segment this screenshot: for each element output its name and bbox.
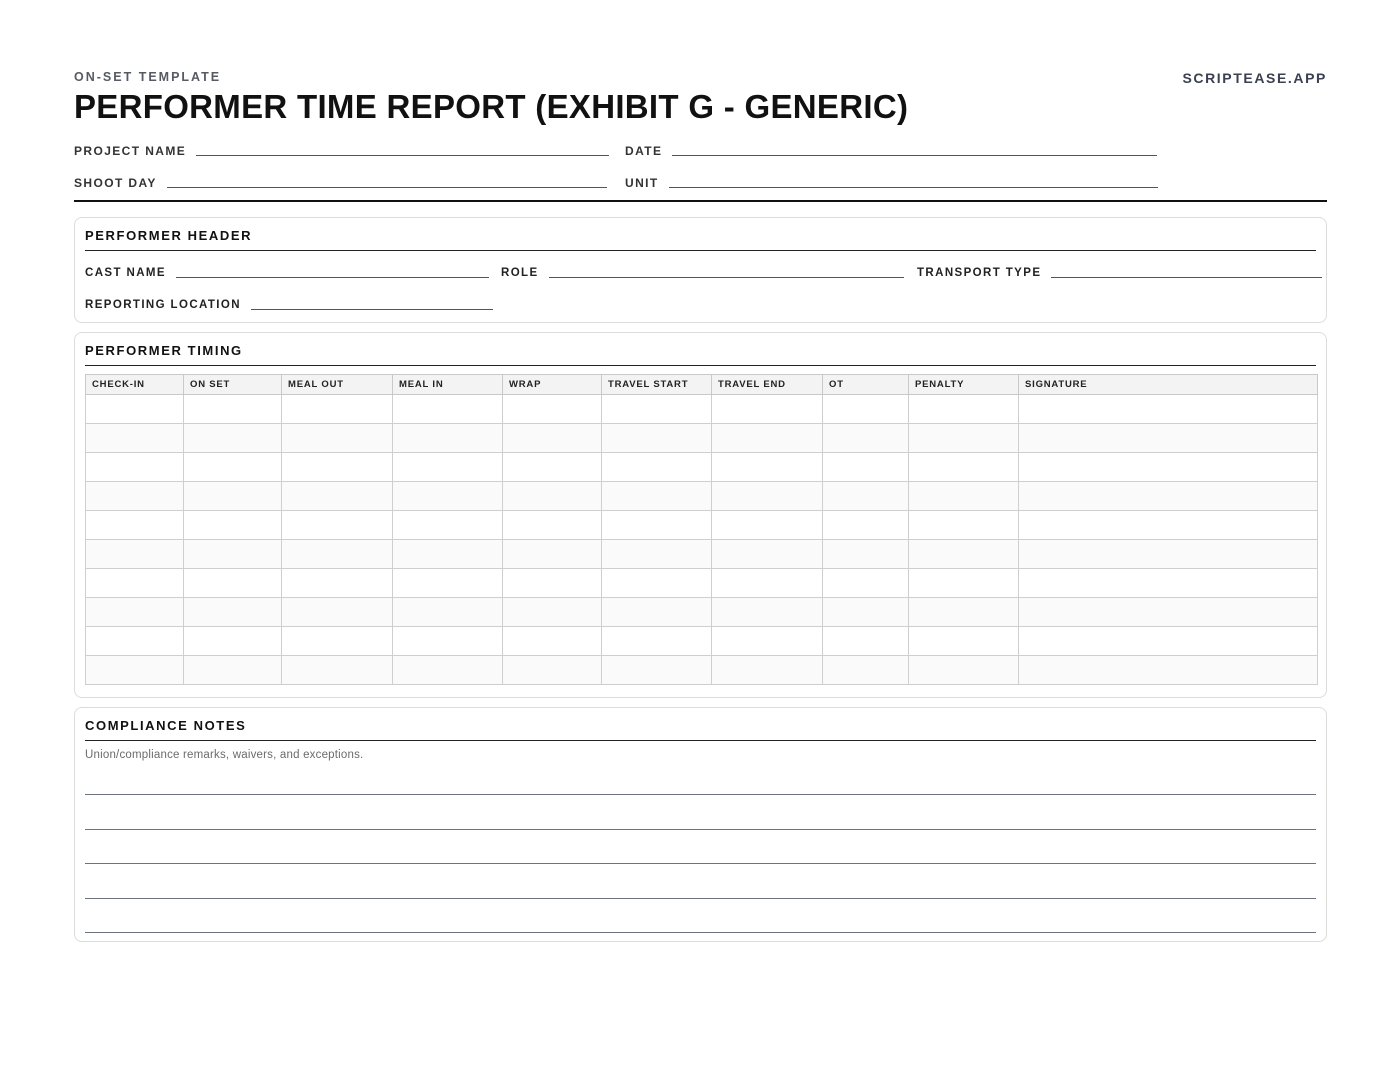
performer-timing-card (74, 332, 1327, 698)
table-cell[interactable] (823, 627, 909, 656)
column-header-meal-out: MEAL OUT (282, 375, 393, 395)
table-row (86, 453, 1318, 482)
table-row (86, 540, 1318, 569)
transport-type-input[interactable] (1051, 277, 1322, 278)
template-eyebrow: ON-SET TEMPLATE (74, 70, 222, 84)
date-input[interactable] (672, 155, 1157, 156)
cast-name-input[interactable] (176, 277, 489, 278)
date-label: DATE (625, 144, 663, 158)
table-cell[interactable] (184, 453, 282, 482)
table-cell[interactable] (602, 656, 712, 685)
table-cell[interactable] (86, 511, 184, 540)
table-cell[interactable] (1019, 569, 1318, 598)
table-cell[interactable] (503, 540, 602, 569)
table-row (86, 598, 1318, 627)
table-cell[interactable] (602, 482, 712, 511)
table-cell[interactable] (282, 511, 393, 540)
performer-header-title: PERFORMER HEADER (85, 228, 1316, 251)
table-cell[interactable] (1019, 656, 1318, 685)
table-cell[interactable] (393, 482, 503, 511)
table-cell[interactable] (184, 598, 282, 627)
table-cell[interactable] (393, 511, 503, 540)
table-cell[interactable] (909, 598, 1019, 627)
table-cell[interactable] (393, 453, 503, 482)
table-cell[interactable] (282, 656, 393, 685)
table-cell[interactable] (1019, 453, 1318, 482)
table-row (86, 395, 1318, 424)
shoot-day-label: SHOOT DAY (74, 176, 157, 190)
table-cell[interactable] (503, 598, 602, 627)
table-cell[interactable] (86, 453, 184, 482)
date-field (625, 144, 1157, 158)
compliance-notes-card (74, 707, 1327, 942)
table-cell[interactable] (86, 395, 184, 424)
table-row (86, 627, 1318, 656)
table-cell[interactable] (712, 424, 823, 453)
table-cell[interactable] (909, 569, 1019, 598)
table-cell[interactable] (712, 656, 823, 685)
table-cell[interactable] (503, 656, 602, 685)
table-cell[interactable] (282, 453, 393, 482)
header-divider (74, 200, 1327, 202)
table-row (86, 511, 1318, 540)
transport-type-label: TRANSPORT TYPE (917, 267, 1042, 279)
table-cell[interactable] (823, 656, 909, 685)
table-cell[interactable] (823, 482, 909, 511)
column-header-on-set: ON SET (184, 375, 282, 395)
table-cell[interactable] (282, 395, 393, 424)
table-cell[interactable] (86, 482, 184, 511)
cast-name-label: CAST NAME (85, 267, 166, 279)
table-cell[interactable] (909, 395, 1019, 424)
table-row (86, 656, 1318, 685)
table-cell[interactable] (909, 540, 1019, 569)
table-cell[interactable] (909, 627, 1019, 656)
table-cell[interactable] (602, 569, 712, 598)
table-cell[interactable] (184, 482, 282, 511)
table-cell[interactable] (86, 569, 184, 598)
brand-name: SCRIPTEASE.APP (1182, 70, 1327, 86)
table-cell[interactable] (602, 453, 712, 482)
table-cell[interactable] (1019, 511, 1318, 540)
timing-header-row (86, 375, 1318, 395)
table-cell[interactable] (393, 395, 503, 424)
table-cell[interactable] (602, 540, 712, 569)
role-input[interactable] (549, 277, 904, 278)
table-cell[interactable] (393, 627, 503, 656)
column-header-wrap: WRAP (503, 375, 602, 395)
table-cell[interactable] (1019, 482, 1318, 511)
table-cell[interactable] (602, 424, 712, 453)
timing-table (85, 374, 1318, 685)
table-cell[interactable] (503, 424, 602, 453)
table-cell[interactable] (909, 424, 1019, 453)
table-cell[interactable] (503, 569, 602, 598)
table-cell[interactable] (86, 627, 184, 656)
unit-input[interactable] (669, 187, 1158, 188)
table-cell[interactable] (86, 656, 184, 685)
column-header-meal-in: MEAL IN (393, 375, 503, 395)
column-header-signature: SIGNATURE (1019, 375, 1318, 395)
table-cell[interactable] (184, 656, 282, 685)
shoot-day-input[interactable] (167, 187, 607, 188)
unit-field (625, 176, 1158, 190)
table-cell[interactable] (184, 569, 282, 598)
table-cell[interactable] (909, 482, 1019, 511)
table-cell[interactable] (282, 540, 393, 569)
table-cell[interactable] (393, 424, 503, 453)
compliance-notes-title: COMPLIANCE NOTES (85, 718, 1316, 741)
unit-label: UNIT (625, 176, 659, 190)
note-writing-line[interactable] (85, 829, 1316, 830)
table-cell[interactable] (712, 482, 823, 511)
table-cell[interactable] (393, 569, 503, 598)
reporting-location-input[interactable] (251, 309, 493, 310)
table-cell[interactable] (602, 598, 712, 627)
timing-table-body (86, 395, 1318, 685)
table-cell[interactable] (503, 482, 602, 511)
table-cell[interactable] (393, 656, 503, 685)
table-cell[interactable] (823, 424, 909, 453)
table-row (86, 482, 1318, 511)
table-cell[interactable] (184, 540, 282, 569)
table-cell[interactable] (712, 627, 823, 656)
role-field (501, 266, 904, 280)
table-cell[interactable] (712, 598, 823, 627)
table-cell[interactable] (1019, 598, 1318, 627)
table-cell[interactable] (823, 540, 909, 569)
table-cell[interactable] (712, 453, 823, 482)
page-title: PERFORMER TIME REPORT (EXHIBIT G - GENERIC) (74, 88, 909, 125)
project-name-field (74, 144, 609, 158)
table-cell[interactable] (282, 569, 393, 598)
table-row (86, 424, 1318, 453)
table-cell[interactable] (1019, 395, 1318, 424)
project-name-label: PROJECT NAME (74, 144, 187, 158)
column-header-penalty: PENALTY (909, 375, 1019, 395)
table-cell[interactable] (909, 511, 1019, 540)
column-header-travel-end: TRAVEL END (712, 375, 823, 395)
table-cell[interactable] (1019, 540, 1318, 569)
table-cell[interactable] (282, 482, 393, 511)
table-cell[interactable] (823, 395, 909, 424)
note-writing-line[interactable] (85, 863, 1316, 864)
column-header-check-in: CHECK-IN (86, 375, 184, 395)
performer-timing-title: PERFORMER TIMING (85, 343, 1316, 366)
table-cell[interactable] (282, 424, 393, 453)
table-cell[interactable] (602, 395, 712, 424)
table-cell[interactable] (823, 511, 909, 540)
table-cell[interactable] (823, 569, 909, 598)
table-cell[interactable] (909, 453, 1019, 482)
table-cell[interactable] (503, 395, 602, 424)
column-header-ot: OT (823, 375, 909, 395)
shoot-day-field (74, 176, 607, 190)
table-cell[interactable] (282, 627, 393, 656)
table-cell[interactable] (282, 598, 393, 627)
table-cell[interactable] (184, 424, 282, 453)
table-cell[interactable] (602, 511, 712, 540)
table-cell[interactable] (1019, 627, 1318, 656)
table-cell[interactable] (86, 598, 184, 627)
table-cell[interactable] (184, 511, 282, 540)
role-label: ROLE (501, 267, 539, 279)
table-cell[interactable] (393, 540, 503, 569)
transport-type-field (917, 266, 1322, 280)
table-cell[interactable] (909, 656, 1019, 685)
note-writing-line[interactable] (85, 794, 1316, 795)
table-cell[interactable] (503, 627, 602, 656)
table-cell[interactable] (393, 598, 503, 627)
note-writing-line[interactable] (85, 932, 1316, 933)
table-cell[interactable] (1019, 424, 1318, 453)
table-cell[interactable] (712, 395, 823, 424)
table-cell[interactable] (712, 540, 823, 569)
table-cell[interactable] (823, 598, 909, 627)
performer-header-card (74, 217, 1327, 323)
column-header-travel-start: TRAVEL START (602, 375, 712, 395)
table-cell[interactable] (184, 627, 282, 656)
note-writing-line[interactable] (85, 898, 1316, 899)
table-cell[interactable] (86, 540, 184, 569)
table-cell[interactable] (823, 453, 909, 482)
reporting-location-label: REPORTING LOCATION (85, 299, 241, 311)
cast-name-field (85, 266, 489, 280)
table-cell[interactable] (602, 627, 712, 656)
table-cell[interactable] (712, 569, 823, 598)
table-cell[interactable] (184, 395, 282, 424)
table-cell[interactable] (712, 511, 823, 540)
compliance-notes-description: Union/compliance remarks, waivers, and exceptions. (85, 749, 364, 761)
table-cell[interactable] (503, 453, 602, 482)
reporting-location-field (85, 298, 493, 312)
project-name-input[interactable] (196, 155, 609, 156)
table-cell[interactable] (503, 511, 602, 540)
table-cell[interactable] (86, 424, 184, 453)
table-row (86, 569, 1318, 598)
